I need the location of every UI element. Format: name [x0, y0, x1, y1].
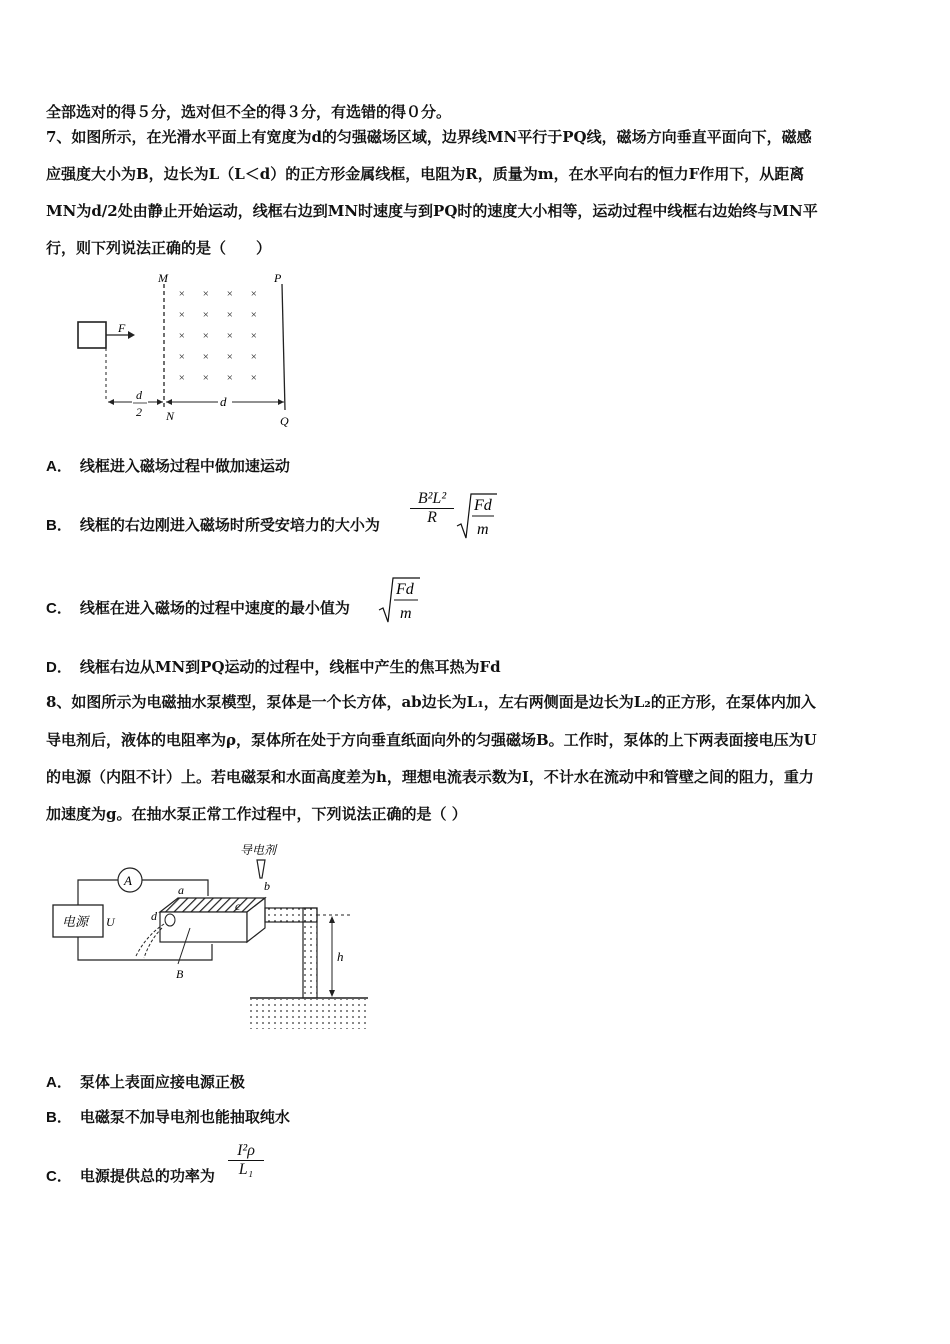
b-formula-sqrt [456, 490, 498, 542]
q7-line-4: 行，则下列说法正确的是（ ） [46, 239, 272, 257]
q8-line-2: 导电剂后，液体的电阻率为ρ，泵体所在处于方向垂直纸面向外的匀强磁场B。工作时，泵体的上下两表面接电压为U [46, 731, 817, 749]
q7-option-d: D． 线框右边从MN到PQ运动的过程中，线框中产生的焦耳热为Fd [46, 658, 501, 676]
b-formula-fraction: $\frac{\text{B²L²}}{R}$ [410, 490, 454, 527]
cross-mark: × [250, 351, 258, 363]
cross-mark: × [202, 351, 210, 363]
label-half-den: 2 [136, 405, 142, 419]
cross-mark: × [250, 330, 258, 342]
cross-mark: × [178, 372, 186, 384]
cross-mark: × [226, 288, 234, 300]
cross-mark: × [178, 351, 186, 363]
label-M: M [158, 271, 168, 285]
svg-text:m: m [400, 605, 412, 622]
q8-option-c: C． 电源提供总的功率为 [46, 1167, 215, 1185]
intro-line: 全部选对的得５分，选对但不全的得３分，有选错的得０分。 [46, 103, 452, 121]
label-h: h [337, 949, 344, 964]
force-arrow-icon [128, 331, 135, 339]
label-half-num: d [136, 388, 142, 402]
magnetic-field-crosses [178, 288, 257, 384]
label-P: P [274, 271, 282, 285]
q8-option-a: A． 泵体上表面应接电源正极 [46, 1073, 245, 1091]
label-N: N [166, 409, 175, 423]
dropper-icon [257, 860, 265, 878]
q8-line-3: 的电源（内阻不计）上。若电磁泵和水面高度差为h，理想电流表示数为I，不计水在流动中和管壁之间的阻力，重力 [46, 768, 814, 786]
label-b: b [264, 879, 270, 893]
q8-line-1: 8、如图所示为电磁抽水泵模型，泵体是一个长方体，ab边长为L₁，左右两侧面是边长为L₂的正方形，在泵体内加入 [46, 693, 816, 711]
label-B: B [176, 967, 184, 981]
cross-mark: × [226, 330, 234, 342]
q7-option-a: A． 线框进入磁场过程中做加速运动 [46, 457, 290, 475]
cross-mark: × [202, 288, 210, 300]
square-loop [78, 322, 106, 348]
water-surface [250, 999, 368, 1029]
cross-mark: × [250, 309, 258, 321]
cross-mark: × [178, 330, 186, 342]
q7-option-c: C． 线框在进入磁场的过程中速度的最小值为 [46, 599, 350, 617]
cross-mark: × [202, 309, 210, 321]
label-d: d [220, 394, 227, 409]
cross-mark: × [250, 372, 258, 384]
pump-body [160, 912, 247, 942]
label-power-source: 电源 [62, 914, 89, 929]
label-A: A [124, 873, 132, 888]
label-U: U [106, 915, 115, 929]
label-a: a [178, 883, 184, 897]
cross-mark: × [226, 372, 234, 384]
q8-c-formula-fraction: $\frac{\text{I²ρ}}{\text{L₁}}$ [228, 1142, 264, 1179]
q7-line-3: MN为d/2处由静止开始运动，线框右边到MN时速度与到PQ时的速度大小相等，运动过程中线框右边始终与MN平 [46, 202, 818, 220]
q8-line-4: 加速度为g。在抽水泵正常工作过程中，下列说法正确的是（ ） [46, 805, 467, 823]
label-conductive-agent: 导电剂 [240, 843, 277, 857]
svg-text:m: m [477, 521, 489, 538]
cross-mark: × [250, 288, 258, 300]
q7-line-2: 应强度大小为B，边长为L（L＜d）的正方形金属线框，电阻为R，质量为m，在水平向右的恒力F作用下，从距离 [46, 165, 805, 183]
cross-mark: × [226, 351, 234, 363]
q7-option-b: B． 线框的右边刚进入磁场时所受安培力的大小为 [46, 516, 380, 534]
q8-figure [50, 840, 370, 1035]
cross-mark: × [226, 309, 234, 321]
label-F: F [118, 321, 126, 335]
label-Q: Q [280, 414, 289, 428]
cross-mark: × [178, 288, 186, 300]
svg-text:Fd: Fd [474, 497, 492, 514]
q7-line-1: 7、如图所示，在光滑水平面上有宽度为d的匀强磁场区域，边界线MN平行于PQ线，磁场方向垂直平面向下，磁感 [46, 128, 812, 146]
cross-mark: × [202, 330, 210, 342]
c-formula-sqrt [378, 574, 422, 626]
label-c: c [235, 899, 241, 913]
cross-mark: × [202, 372, 210, 384]
q7-figure [70, 270, 310, 430]
cross-mark: × [178, 309, 186, 321]
q8-option-b: B． 电磁泵不加导电剂也能抽取纯水 [46, 1108, 290, 1126]
svg-text:Fd: Fd [396, 581, 414, 598]
label-d: d [151, 909, 157, 923]
